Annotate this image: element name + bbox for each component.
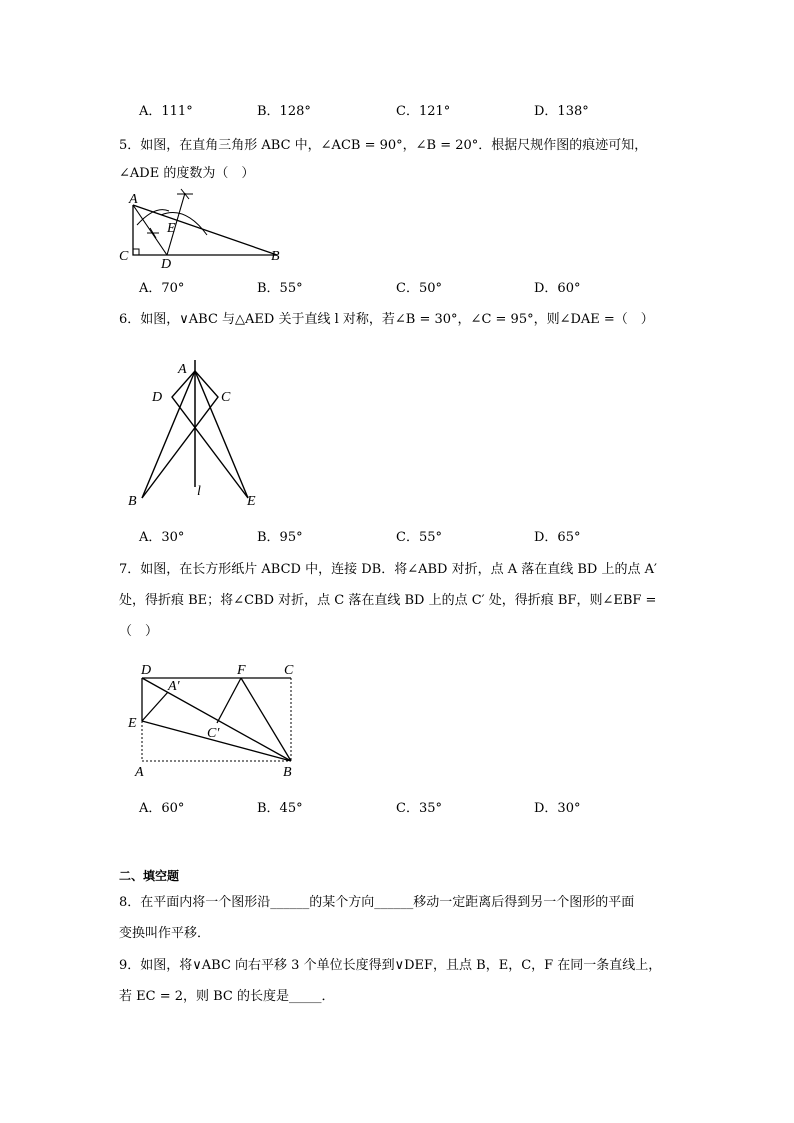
q5-stem-line1: 5．如图，在直角三角形 ABC 中，∠ACB = 90°，∠B = 20°．根据尺规作图的痕迹可知，: [119, 138, 648, 153]
q7-label-c: C: [284, 663, 294, 678]
q7-stem-line3: （ ）: [119, 624, 159, 639]
q6-label-b: B: [128, 494, 137, 509]
q5-option-a: A．70°: [139, 281, 185, 296]
q5-option-d: D．60°: [534, 281, 581, 296]
q7-figure: [120, 655, 310, 780]
q7-stem-line1: 7．如图，在长方形纸片 ABCD 中，连接 DB．将∠ABD 对折，点 A 落在直线 BD 上的点 A′: [119, 562, 657, 577]
q5-label-c: C: [119, 249, 129, 264]
q5-label-e: E: [167, 221, 176, 236]
q7-stem-line2: 处，得折痕 BE；将∠CBD 对折，点 C 落在直线 BD 上的点 C′ 处，得折痕 BF，则∠EBF =: [119, 593, 657, 608]
q6-label-l: l: [197, 484, 201, 499]
q6-figure: [120, 355, 270, 515]
q5-label-d: D: [161, 257, 172, 272]
q7-option-c: C．35°: [396, 801, 442, 816]
q4-option-c: C．121°: [396, 104, 451, 119]
q8-stem-line1: 8．在平面内将一个图形沿______的某个方向______移动一定距离后得到另一个图形的平面: [119, 895, 635, 910]
section-heading: 二、填空题: [119, 869, 180, 883]
q6-label-e: E: [247, 494, 256, 509]
q6-label-c: C: [221, 390, 231, 405]
q7-label-c-prime: C′: [207, 726, 220, 741]
q7-label-d: D: [141, 663, 152, 678]
q6-stem-line1: 6．如图，∨ABC 与△AED 关于直线 l 对称，若∠B = 30°，∠C = 95°，则∠DAE =（ ）: [119, 312, 654, 327]
q6-label-d: D: [152, 390, 163, 405]
q4-option-a: A．111°: [139, 104, 193, 119]
q5-option-b: B．55°: [257, 281, 303, 296]
q4-option-b: B．128°: [257, 104, 311, 119]
q7-label-a-prime: A′: [168, 679, 180, 694]
q6-label-a: A: [178, 362, 187, 377]
q5-figure: [115, 185, 295, 270]
q6-option-a: A．30°: [139, 530, 185, 545]
q5-stem-line2: ∠ADE 的度数为（ ）: [119, 166, 255, 181]
q9-stem-line1: 9．如图，将∨ABC 向右平移 3 个单位长度得到∨DEF，且点 B，E，C，F 在同一条直线上，: [119, 958, 662, 973]
q7-option-a: A．60°: [139, 801, 185, 816]
q5-option-c: C．50°: [396, 281, 442, 296]
q7-option-d: D．30°: [534, 801, 581, 816]
q4-option-d: D．138°: [534, 104, 589, 119]
q7-label-f: F: [237, 663, 246, 678]
q5-label-a: A: [129, 192, 138, 207]
q6-option-d: D．65°: [534, 530, 581, 545]
q7-option-b: B．45°: [257, 801, 303, 816]
q7-label-a: A: [135, 765, 144, 780]
q8-stem-line2: 变换叫作平移．: [119, 926, 211, 941]
q7-label-e: E: [128, 716, 137, 731]
q9-stem-line2: 若 EC = 2，则 BC 的长度是_____．: [119, 989, 335, 1004]
q6-option-b: B．95°: [257, 530, 303, 545]
q6-option-c: C．55°: [396, 530, 442, 545]
q7-label-b: B: [283, 765, 292, 780]
q5-label-b: B: [271, 249, 280, 264]
